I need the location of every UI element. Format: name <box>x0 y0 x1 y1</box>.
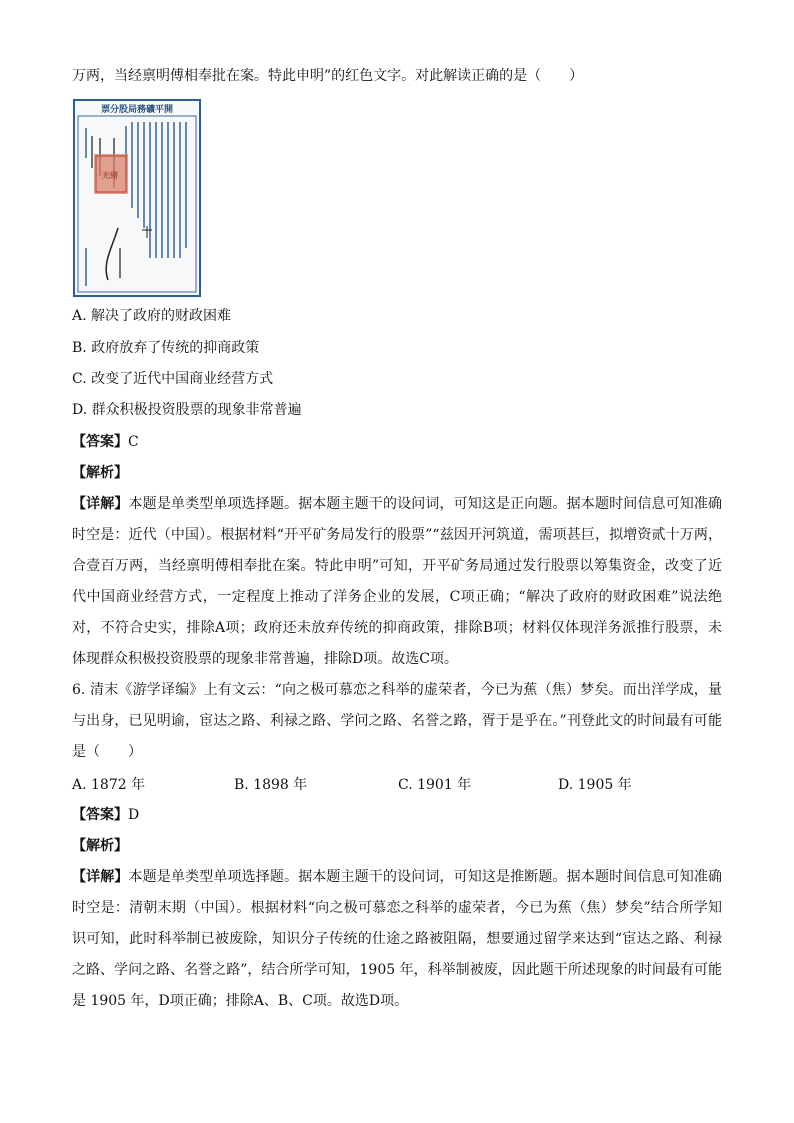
stamp-label: 光緒 <box>102 171 118 180</box>
answer-tag: 【答案】 <box>72 434 128 450</box>
q6-detail: 【详解】本题是单类型单项选择题。据本题主题干的设问词，可知这是推断题。据本题时间信息可知准确时空是：清朝末期（中国）。根据材料“向之极可慕恋之科举的虚荣者，今已为蕉（焦）梦矣”结合所学知识可知，此时科举制已被废除，知识分子传统的仕途之路被阻隔，想要通过留学来达到“宦达之路、利禄之路、学问之路、名誉之路”，结合所学可知，1905 年，科举制被废，因此题干所述现象的时间最有可能是 1905 年，D项正确；排除A、B、C项。故选D项。 <box>72 869 723 1009</box>
answer-value: C <box>128 434 139 450</box>
question-stem-continuation: 万两，当经禀明傅相奉批在案。特此申明”的红色文字。对此解读正确的是（ ） <box>72 68 584 84</box>
stock-certificate-image <box>72 98 202 298</box>
q6-stem: 6. 清末《游学译编》上有文云：“向之极可慕恋之科举的虚荣者，今已为蕉（焦）梦矣。而出洋学成，量与出身，已见明谕，宦达之路、利禄之路、学问之路、名誉之路，胥于是乎在。”刊登此文的时间最有可能是（ ） <box>72 682 722 760</box>
q6-option-b: B. 1898 年 <box>234 777 308 793</box>
q6-option-d: D. 1905 年 <box>558 777 632 793</box>
detail-tag: 【详解】 <box>72 496 129 512</box>
q5-answer <box>72 432 139 452</box>
q6-option-c: C. 1901 年 <box>398 777 472 793</box>
q5-detail <box>72 489 722 675</box>
q5-option-d: D. 群众积极投资股票的现象非常普遍 <box>72 402 302 418</box>
q6-analysis-tag: 【解析】 <box>72 838 128 854</box>
q5-option-a: A. 解决了政府的财政困难 <box>72 308 232 324</box>
q5-analysis-tag: 【解析】 <box>72 465 128 481</box>
detail-text: 本题是单类型单项选择题。据本题主题干的设问词，可知这是正向题。据本题时间信息可知准确时空是：近代（中国）。根据材料“开平矿务局发行的股票”“兹因开河筑道，需项甚巨，拟增资贰十万两，合壹百万两，当经禀明傅相奉批在案。特此申明”可知，开平矿务局通过发行股票以筹集资金，改变了近代中国商业经营方式，一定程度上推动了洋务企业的发展，C项正确；“解决了政府的财政困难”说法绝对，不符合史实，排除A项；政府还未放弃传统的抑商政策，排除B项；材料仅体现洋务派推行股票，未体现群众积极投资股票的现象非常普遍，排除D项。故选C项。 <box>72 496 723 667</box>
q5-option-b: B. 政府放弃了传统的抑商政策 <box>72 340 260 356</box>
q6-options <box>72 774 722 794</box>
q6-answer: 【答案】D <box>72 807 140 823</box>
certificate-title: 票分股局務礦平開 <box>100 105 174 115</box>
q5-option-c: C. 改变了近代中国商业经营方式 <box>72 371 274 387</box>
q6-option-a: A. 1872 年 <box>72 777 146 793</box>
